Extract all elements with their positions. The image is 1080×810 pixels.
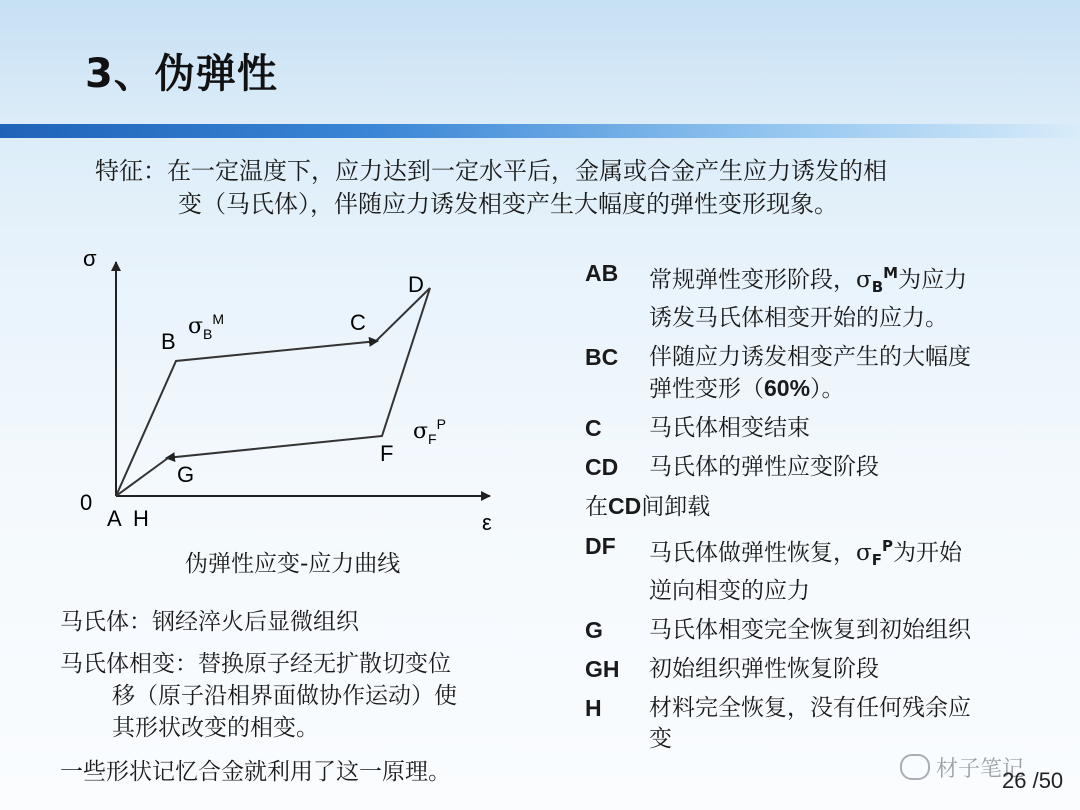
stage-key: C: [585, 415, 602, 441]
point-g-label: G: [177, 462, 195, 487]
stress-strain-diagram: [70, 240, 530, 540]
sigma-sub: B: [871, 278, 884, 296]
stage-key: GH: [585, 656, 620, 682]
point-d-label: D: [408, 272, 424, 297]
loading-path: [116, 341, 378, 496]
sigma-b-sub: B: [203, 326, 213, 342]
sigma-sub: F: [871, 551, 882, 569]
stage-key: BC: [585, 344, 619, 370]
stage-line: [649, 537, 962, 569]
origin-label: 0: [80, 490, 93, 515]
stage-text: 常规弹性变形阶段，: [649, 267, 856, 293]
stage-text: ）。: [810, 376, 845, 402]
stage-key: H: [585, 695, 602, 721]
slide-title: 3、伪弹性: [85, 51, 278, 97]
sigma-f-sup: P: [436, 416, 446, 432]
diagram-caption: 伪弹性应变-应力曲线: [185, 551, 401, 577]
stage-description: [649, 342, 1045, 405]
definition-line-2: 移（原子沿相界面做协作运动）使: [112, 683, 457, 709]
stage-list: [585, 258, 1045, 763]
stage-text: 马氏体做弹性恢复，: [649, 540, 856, 566]
stage-description: [649, 531, 1045, 607]
feature-paragraph: [95, 155, 1015, 221]
definition-line-1: 马氏体相变：替换原子经无扩散切变位: [60, 651, 451, 677]
stage-line: 伴随应力诱发相变产生的大幅度: [649, 344, 971, 370]
sigma-symbol: σ: [856, 267, 872, 293]
point-h-label: H: [133, 506, 149, 531]
point-a-label: A: [107, 506, 122, 531]
stage-line: 诱发马氏体相变开始的应力。: [649, 305, 948, 331]
sigma-b-label: [188, 311, 224, 342]
stage-text: 为应力: [898, 267, 968, 293]
sigma-b-sup: M: [212, 311, 225, 327]
x-axis-label: ε: [482, 510, 492, 535]
feature-line-1: 特征：在一定温度下，应力达到一定水平后，金属或合金产生应力诱发的相: [95, 157, 887, 185]
stage-cd: [585, 452, 1045, 483]
stage-g: [585, 615, 1045, 646]
stage-ab: [585, 258, 1045, 334]
stage-line: [649, 376, 845, 402]
stage-description: 马氏体相变结束: [649, 415, 810, 441]
sigma-f-sub: F: [428, 431, 437, 447]
percentage-value: 60%: [764, 375, 811, 401]
stage-df: [585, 531, 1045, 607]
sigma-f-symbol: σ: [413, 419, 429, 444]
stage-description: [649, 693, 1045, 755]
unloading-path: [166, 288, 430, 458]
stage-c: [585, 413, 1045, 444]
stage-text: 为开始: [892, 540, 962, 566]
stage-description: 初始组织弹性恢复阶段: [649, 656, 879, 682]
stage-description: [649, 258, 1045, 334]
wechat-icon: [900, 754, 930, 780]
martensite-definition: 马氏体：钢经淬火后显微组织: [60, 609, 359, 635]
y-axis-label: σ: [83, 246, 97, 271]
stage-gh: [585, 654, 1045, 685]
stage-text: 在: [585, 494, 608, 520]
stage-line: 逆向相变的应力: [649, 578, 810, 604]
feature-line-2: 变（马氏体），伴随应力诱发相变产生大幅度的弹性变形现象。: [178, 190, 838, 218]
sigma-f-label: [413, 416, 446, 447]
stage-description: 马氏体的弹性应变阶段: [649, 454, 879, 480]
page-number: 26 /50: [1002, 768, 1064, 793]
stage-h: [585, 693, 1045, 755]
title-rule: [0, 124, 1080, 138]
stage-text: 弹性变形（: [649, 376, 764, 402]
stage-key: G: [585, 617, 603, 643]
stage-text: 间卸载: [641, 494, 711, 520]
stage-bc: [585, 342, 1045, 405]
stage-key: AB: [585, 260, 619, 286]
stage-line: 材料完全恢复，没有任何残余应: [649, 695, 971, 721]
sigma-b-symbol: σ: [188, 314, 204, 339]
point-b-label: B: [161, 329, 176, 354]
martensite-transformation-definition: [60, 648, 540, 744]
definition-line-3: 其形状改变的相变。: [112, 715, 319, 741]
stage-line: [585, 491, 710, 523]
sigma-sup: P: [881, 537, 893, 555]
stage-description: 马氏体相变完全恢复到初始组织: [649, 617, 971, 643]
watermark-text: 材子笔记: [936, 757, 1025, 782]
sigma-symbol: σ: [856, 540, 872, 566]
point-f-label: F: [380, 441, 394, 466]
unloading-note: [585, 491, 1045, 523]
stage-key-inline: CD: [608, 493, 642, 519]
stage-line: 变: [649, 726, 672, 752]
stage-key: DF: [585, 533, 616, 559]
sigma-sup: M: [883, 264, 899, 282]
point-c-label: C: [350, 310, 366, 335]
shape-memory-note: 一些形状记忆合金就利用了这一原理。: [60, 759, 451, 785]
stage-line: [649, 264, 968, 296]
stage-key: CD: [585, 454, 619, 480]
